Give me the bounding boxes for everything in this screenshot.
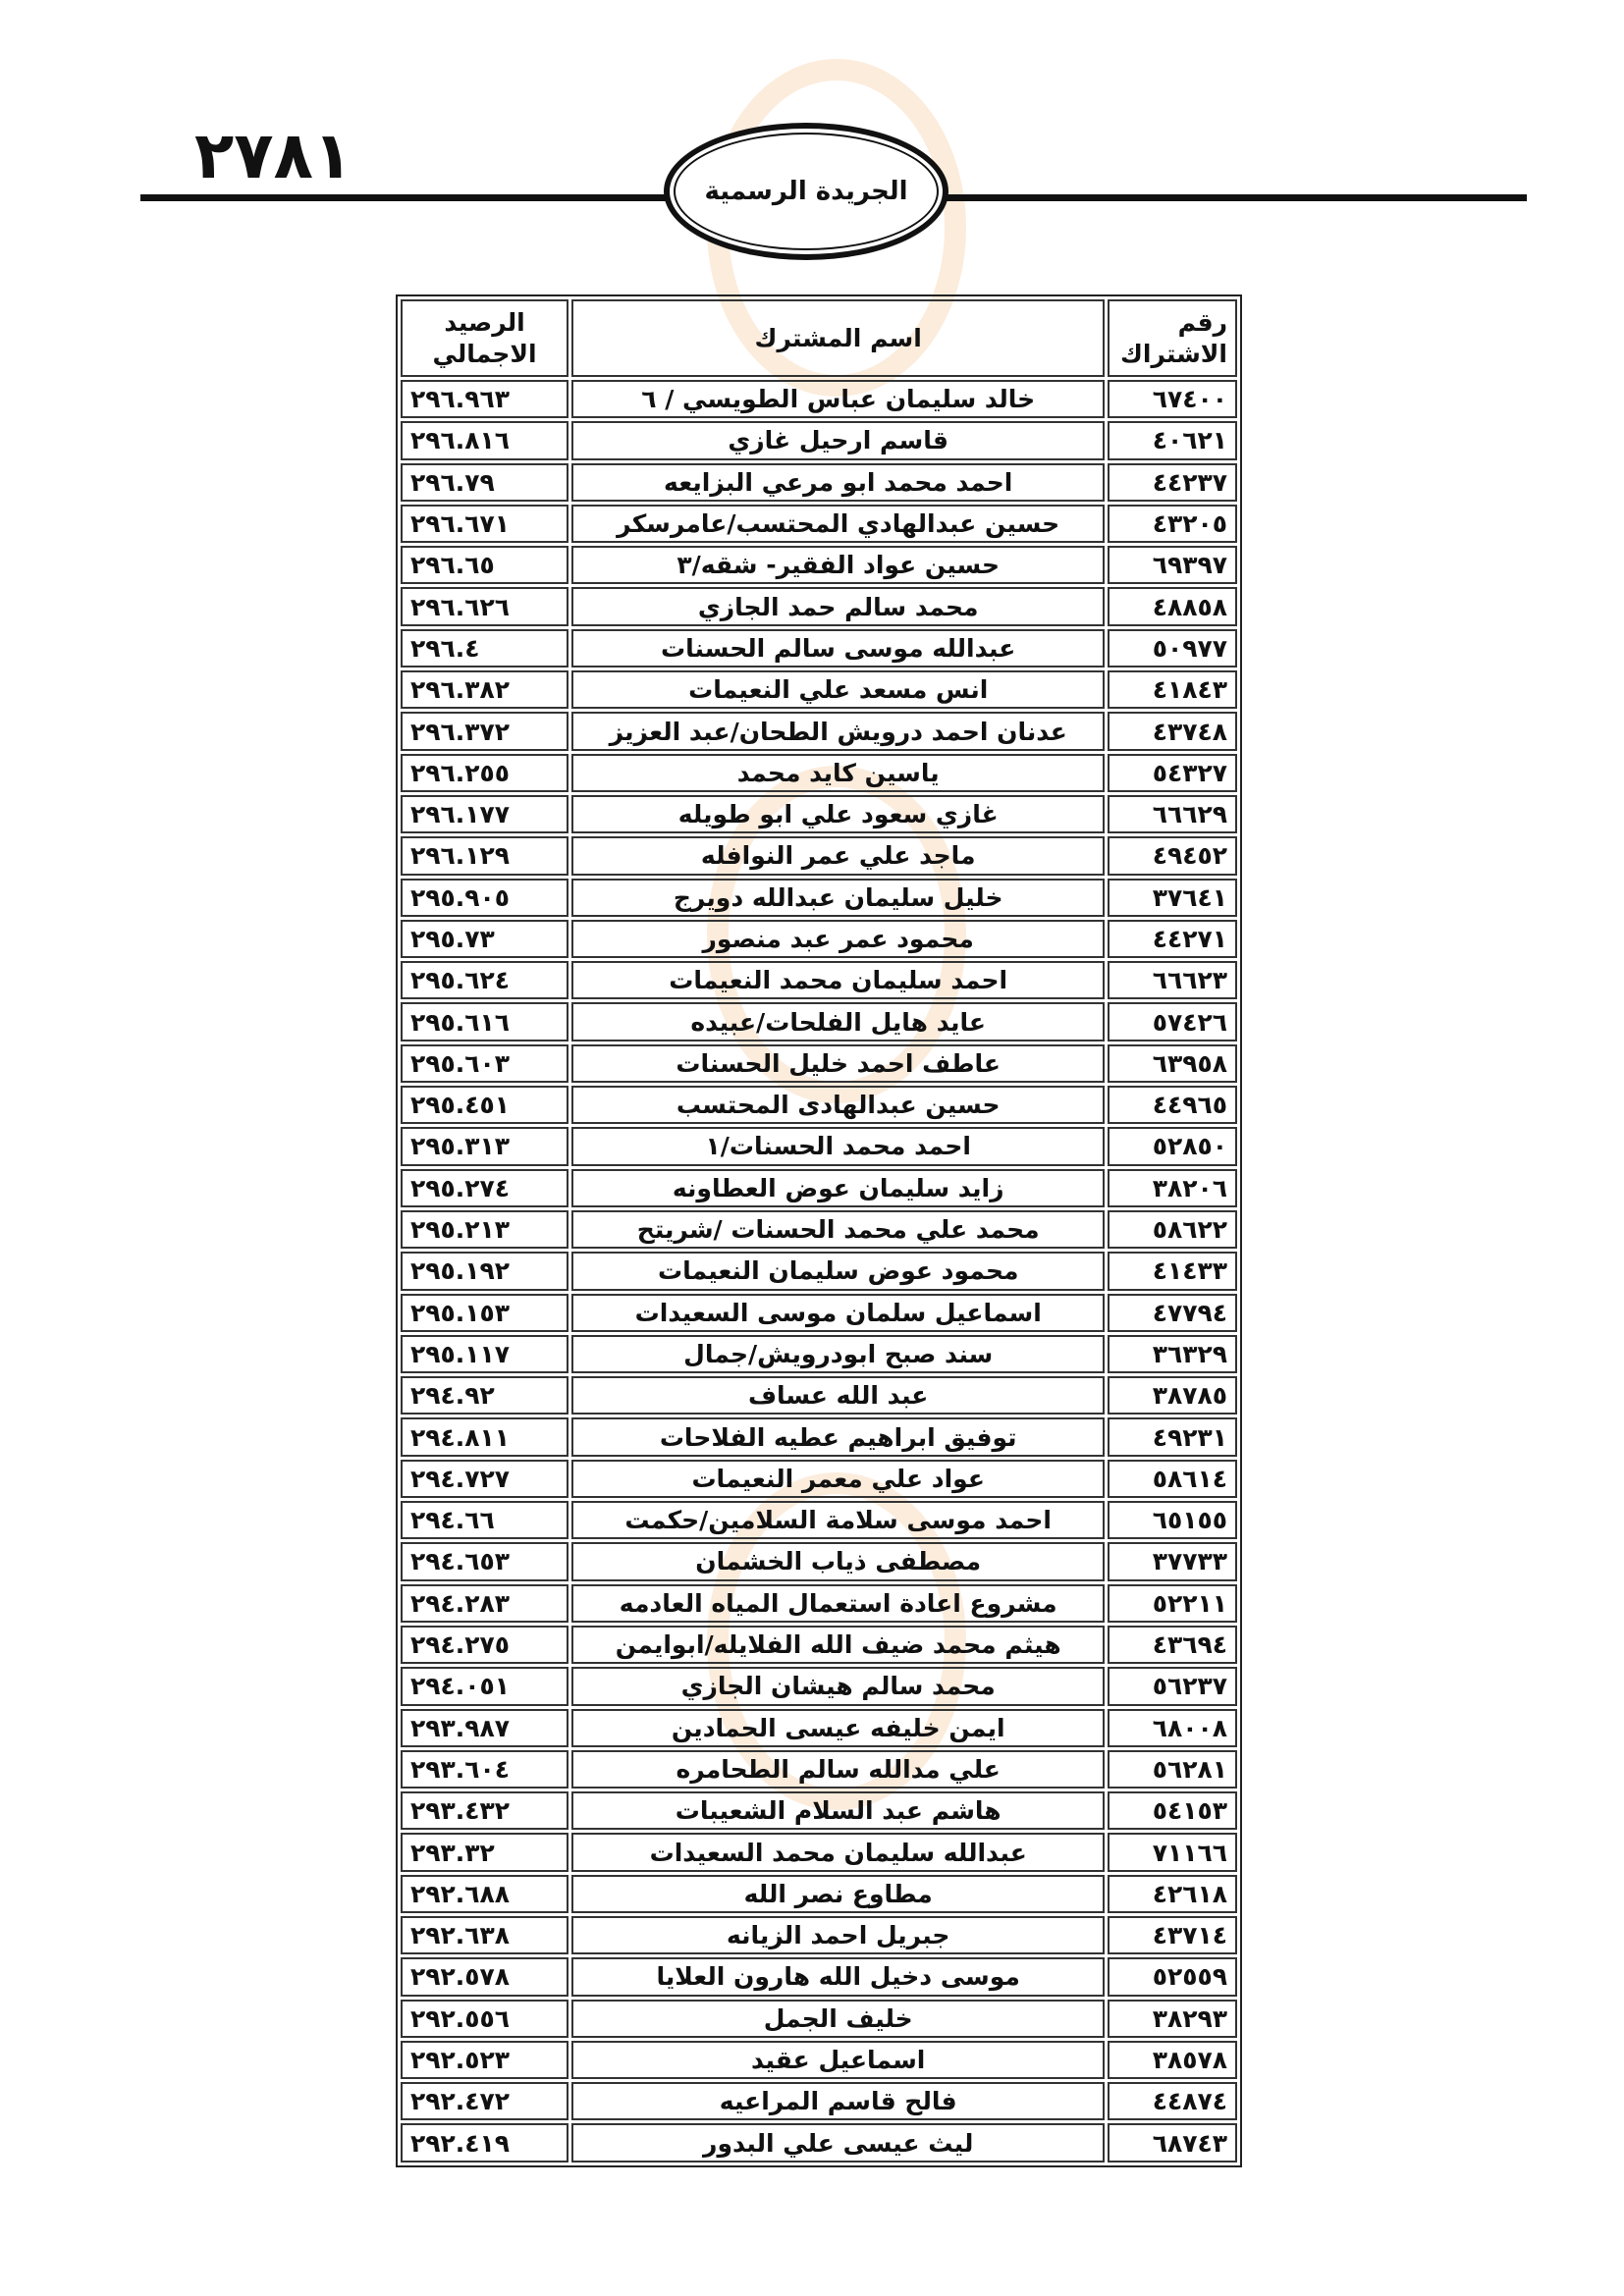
total-balance-cell: ٢٩٣.٤٣٢ (401, 1791, 568, 1830)
subscription-number-cell: ٤٠٦٢١ (1108, 421, 1237, 459)
subscriber-name-cell: موسى دخيل الله هارون العلايا (571, 1957, 1105, 1996)
table-row (401, 1709, 1237, 1747)
total-balance-cell: ٢٩٦.١٢٩ (401, 836, 568, 875)
table-row (401, 1127, 1237, 1165)
subscriber-name-cell: حسين عبدالهادى المحتسب (571, 1086, 1105, 1124)
subscriber-name-cell: احمد محمد ابو مرعي البزايعه (571, 463, 1105, 502)
total-balance-cell: ٢٩٥.٢٧٤ (401, 1169, 568, 1207)
subscription-number-cell: ٤٢٦١٨ (1108, 1875, 1237, 1913)
table-row (401, 1626, 1237, 1664)
subscriber-name-cell: فالح قاسم المراعيه (571, 2082, 1105, 2120)
table-row (401, 587, 1237, 625)
subscriber-name-cell: محمود عمر عبد منصور (571, 920, 1105, 958)
total-balance-cell: ٢٩٦.٦٢٦ (401, 587, 568, 625)
subscription-number-cell: ٦٧٤٠٠ (1108, 380, 1237, 418)
subscriber-name-cell: عبدالله موسى سالم الحسنات (571, 629, 1105, 667)
subscriber-name-cell: انس مسعد علي النعيمات (571, 670, 1105, 709)
subscriber-name-cell: عبدالله سليمان محمد السعيدات (571, 1833, 1105, 1871)
column-header-label: رقم الاشتراك (1119, 307, 1227, 368)
total-balance-cell: ٢٩٦.١٧٧ (401, 795, 568, 833)
subscription-number-cell: ٤٣٧١٤ (1108, 1916, 1237, 1954)
table-row (401, 1335, 1237, 1373)
total-balance-cell: ٢٩٦.٦٧١ (401, 505, 568, 543)
subscriber-name-cell: ماجد علي عمر النوافله (571, 836, 1105, 875)
subscription-number-cell: ٦٩٣٩٧ (1108, 546, 1237, 584)
table-row (401, 2041, 1237, 2079)
table-row (401, 1294, 1237, 1332)
total-balance-cell: ٢٩٣.٩٨٧ (401, 1709, 568, 1747)
total-balance-cell: ٢٩٢.٤٧٢ (401, 2082, 568, 2120)
table-header-row (401, 299, 1237, 377)
subscriber-name-cell: علي مدالله سالم الطحامره (571, 1750, 1105, 1789)
table-row (401, 1252, 1237, 1290)
total-balance-cell: ٢٩٦.٤ (401, 629, 568, 667)
subscription-number-cell: ٣٨٥٧٨ (1108, 2041, 1237, 2079)
table-row (401, 920, 1237, 958)
subscriber-name-cell: زايد سليمان عوض العطاونه (571, 1169, 1105, 1207)
subscription-number-cell: ٣٨٢٩٣ (1108, 2000, 1237, 2038)
table-row (401, 1957, 1237, 1996)
subscriber-name-cell: حسين عواد الفقير- شقه/٣ (571, 546, 1105, 584)
subscriber-name-cell: محمود عوض سليمان النعيمات (571, 1252, 1105, 1290)
subscriber-name-cell: ليث عيسى علي البدور (571, 2123, 1105, 2162)
table-row (401, 1791, 1237, 1830)
header-title: الجريدة الرسمية (704, 177, 908, 206)
table-row (401, 1875, 1237, 1913)
total-balance-cell: ٢٩٦.٩٦٣ (401, 380, 568, 418)
total-balance-cell: ٢٩٥.٤٥١ (401, 1086, 568, 1124)
subscription-number-cell: ٥٤١٥٣ (1108, 1791, 1237, 1830)
total-balance-cell: ٢٩٤.٩٢ (401, 1376, 568, 1415)
subscriber-name-cell: هاشم عبد السلام الشعيبات (571, 1791, 1105, 1830)
table-row (401, 879, 1237, 917)
subscription-number-cell: ٥٢٨٥٠ (1108, 1127, 1237, 1165)
table-row (401, 670, 1237, 709)
subscriber-name-cell: محمد علي محمد الحسنات /شريتح (571, 1210, 1105, 1249)
table-row (401, 961, 1237, 999)
subscription-number-cell: ٤٤٨٧٤ (1108, 2082, 1237, 2120)
subscriber-name-cell: اسماعيل سلمان موسى السعيدات (571, 1294, 1105, 1332)
subscriber-name-cell: اسماعيل عقيد (571, 2041, 1105, 2079)
total-balance-cell: ٢٩٥.٣١٣ (401, 1127, 568, 1165)
subscription-number-cell: ٣٨٢٠٦ (1108, 1169, 1237, 1207)
table-row (401, 1542, 1237, 1580)
total-balance-cell: ٢٩٢.٥٧٨ (401, 1957, 568, 1996)
table-row (401, 2082, 1237, 2120)
subscriber-name-cell: عدنان احمد درويش الطحان/عبد العزيز (571, 712, 1105, 750)
subscription-number-cell: ٥٦٢٨١ (1108, 1750, 1237, 1789)
table-row (401, 1210, 1237, 1249)
subscription-number-cell: ٤٣٧٤٨ (1108, 712, 1237, 750)
total-balance-cell: ٢٩٢.٥٢٣ (401, 2041, 568, 2079)
subscription-number-cell: ٤١٨٤٣ (1108, 670, 1237, 709)
table-row (401, 1086, 1237, 1124)
subscriber-name-cell: مشروع اعادة استعمال المياه العادمه (571, 1584, 1105, 1623)
table-row (401, 463, 1237, 502)
total-balance-cell: ٢٩٥.٦٠٣ (401, 1044, 568, 1083)
total-balance-cell: ٢٩٦.٧٩ (401, 463, 568, 502)
column-header-label: الرصيد الاجمالي (432, 307, 537, 368)
total-balance-cell: ٢٩٦.٦٥ (401, 546, 568, 584)
subscription-number-cell: ٥٤٣٢٧ (1108, 754, 1237, 792)
subscription-number-cell: ٦٨٧٤٣ (1108, 2123, 1237, 2162)
subscription-number-cell: ٤٩٢٣١ (1108, 1417, 1237, 1456)
subscription-number-cell: ٧١١٦٦ (1108, 1833, 1237, 1871)
column-header-subscriber-name: اسم المشترك (571, 299, 1105, 377)
table-row (401, 629, 1237, 667)
total-balance-cell: ٢٩٤.٦٦ (401, 1501, 568, 1539)
subscriber-name-cell: احمد محمد الحسنات/١ (571, 1127, 1105, 1165)
table-row (401, 1002, 1237, 1041)
table-row (401, 2000, 1237, 2038)
subscriber-name-cell: توفيق ابراهيم عطيه الفلاحات (571, 1417, 1105, 1456)
table-row (401, 712, 1237, 750)
total-balance-cell: ٢٩٢.٦٨٨ (401, 1875, 568, 1913)
subscriber-name-cell: احمد سليمان محمد النعيمات (571, 961, 1105, 999)
subscriber-name-cell: مصطفى ذياب الخشمان (571, 1542, 1105, 1580)
subscription-number-cell: ٣٧٦٤١ (1108, 879, 1237, 917)
subscriber-name-cell: حسين عبدالهادي المحتسب/عامرسكر (571, 505, 1105, 543)
subscription-number-cell: ٥٦٢٣٧ (1108, 1667, 1237, 1705)
subscriber-name-cell: قاسم ارحيل غازي (571, 421, 1105, 459)
total-balance-cell: ٢٩٥.٩٠٥ (401, 879, 568, 917)
total-balance-cell: ٢٩٥.٧٣ (401, 920, 568, 958)
subscriber-name-cell: سند صبح ابودرويش/جمال (571, 1335, 1105, 1373)
subscription-number-cell: ٤٤٢٣٧ (1108, 463, 1237, 502)
table-row (401, 421, 1237, 459)
subscriber-name-cell: احمد موسى سلامة السلامين/حكمت (571, 1501, 1105, 1539)
total-balance-cell: ٢٩٥.٦١٦ (401, 1002, 568, 1041)
subscriber-name-cell: جبريل احمد الزيانه (571, 1916, 1105, 1954)
subscription-number-cell: ٥٠٩٧٧ (1108, 629, 1237, 667)
total-balance-cell: ٢٩٥.١٩٢ (401, 1252, 568, 1290)
table-row (401, 2123, 1237, 2162)
total-balance-cell: ٢٩٢.٦٣٨ (401, 1916, 568, 1954)
total-balance-cell: ٢٩٤.٦٥٣ (401, 1542, 568, 1580)
total-balance-cell: ٢٩٥.١١٧ (401, 1335, 568, 1373)
total-balance-cell: ٢٩٤.٧٢٧ (401, 1460, 568, 1498)
subscription-number-cell: ٦٨٠٠٨ (1108, 1709, 1237, 1747)
total-balance-cell: ٢٩٢.٤١٩ (401, 2123, 568, 2162)
subscriber-name-cell: محمد سالم هيشان الجازي (571, 1667, 1105, 1705)
total-balance-cell: ٢٩٥.٦٢٤ (401, 961, 568, 999)
table-row (401, 1501, 1237, 1539)
subscriber-name-cell: ايمن خليفه عيسى الحمادين (571, 1709, 1105, 1747)
table-row (401, 1916, 1237, 1954)
total-balance-cell: ٢٩٣.٣٢ (401, 1833, 568, 1871)
subscription-number-cell: ٤٣٢٠٥ (1108, 505, 1237, 543)
subscription-number-cell: ٦٦٦٢٩ (1108, 795, 1237, 833)
subscription-number-cell: ٥٨٦٢٢ (1108, 1210, 1237, 1249)
table-row (401, 1584, 1237, 1623)
total-balance-cell: ٢٩٥.٢١٣ (401, 1210, 568, 1249)
subscription-number-cell: ٥٢٢١١ (1108, 1584, 1237, 1623)
table-row (401, 836, 1237, 875)
table-row (401, 1833, 1237, 1871)
total-balance-cell: ٢٩٤.٨١١ (401, 1417, 568, 1456)
table-row (401, 1667, 1237, 1705)
total-balance-cell: ٢٩٤.٠٥١ (401, 1667, 568, 1705)
subscriber-name-cell: محمد سالم حمد الجازي (571, 587, 1105, 625)
subscription-number-cell: ٤١٤٣٣ (1108, 1252, 1237, 1290)
subscriber-name-cell: هيثم محمد ضيف الله الفلايله/ابوايمن (571, 1626, 1105, 1664)
subscriber-name-cell: خليل سليمان عبدالله دويرج (571, 879, 1105, 917)
total-balance-cell: ٢٩٦.٨١٦ (401, 421, 568, 459)
subscriber-name-cell: عاطف احمد خليل الحسنات (571, 1044, 1105, 1083)
subscriber-name-cell: عبد الله عساف (571, 1376, 1105, 1415)
total-balance-cell: ٢٩٦.٣٨٢ (401, 670, 568, 709)
column-header-subscription-number (1108, 299, 1237, 377)
table-row (401, 754, 1237, 792)
total-balance-cell: ٢٩٢.٥٥٦ (401, 2000, 568, 2038)
header-emblem (664, 123, 948, 260)
subscription-number-cell: ٦٥١٥٥ (1108, 1501, 1237, 1539)
total-balance-cell: ٢٩٣.٦٠٤ (401, 1750, 568, 1789)
subscriber-name-cell: غازي سعود علي ابو طويله (571, 795, 1105, 833)
subscriber-name-cell: عايد هايل الفلحات/عبيده (571, 1002, 1105, 1041)
page-number: ٢٧٨١ (194, 118, 353, 193)
total-balance-cell: ٢٩٦.٢٥٥ (401, 754, 568, 792)
subscriber-name-cell: مطاوع نصر الله (571, 1875, 1105, 1913)
total-balance-cell: ٢٩٤.٢٧٥ (401, 1626, 568, 1664)
table-row (401, 1044, 1237, 1083)
column-header-total-balance (401, 299, 568, 377)
table-row (401, 546, 1237, 584)
subscription-number-cell: ٤٣٦٩٤ (1108, 1626, 1237, 1664)
subscription-number-cell: ٤٤٢٧١ (1108, 920, 1237, 958)
subscription-number-cell: ٤٩٤٥٢ (1108, 836, 1237, 875)
table-row (401, 1169, 1237, 1207)
subscriber-name-cell: عواد علي معمر النعيمات (571, 1460, 1105, 1498)
total-balance-cell: ٢٩٤.٢٨٣ (401, 1584, 568, 1623)
table-row (401, 1376, 1237, 1415)
subscription-number-cell: ٥٨٦١٤ (1108, 1460, 1237, 1498)
table-row (401, 1460, 1237, 1498)
total-balance-cell: ٢٩٦.٣٧٢ (401, 712, 568, 750)
subscribers-table (396, 294, 1242, 2167)
subscription-number-cell: ٥٢٥٥٩ (1108, 1957, 1237, 1996)
table-row (401, 1417, 1237, 1456)
table-row (401, 380, 1237, 418)
table-row (401, 1750, 1237, 1789)
table-row (401, 795, 1237, 833)
subscription-number-cell: ٥٧٤٢٦ (1108, 1002, 1237, 1041)
subscription-number-cell: ٣٧٧٣٣ (1108, 1542, 1237, 1580)
subscriber-name-cell: خالد سليمان عباس الطويسي / ٦ (571, 380, 1105, 418)
subscription-number-cell: ٣٨٧٨٥ (1108, 1376, 1237, 1415)
subscription-number-cell: ٤٧٧٩٤ (1108, 1294, 1237, 1332)
subscription-number-cell: ٣٦٣٢٩ (1108, 1335, 1237, 1373)
subscriber-name-cell: ياسين كايد محمد (571, 754, 1105, 792)
subscription-number-cell: ٦٦٦٢٣ (1108, 961, 1237, 999)
subscription-number-cell: ٤٨٨٥٨ (1108, 587, 1237, 625)
subscription-number-cell: ٦٣٩٥٨ (1108, 1044, 1237, 1083)
subscriber-name-cell: خليف الجمل (571, 2000, 1105, 2038)
subscription-number-cell: ٤٤٩٦٥ (1108, 1086, 1237, 1124)
total-balance-cell: ٢٩٥.١٥٣ (401, 1294, 568, 1332)
table-row (401, 505, 1237, 543)
